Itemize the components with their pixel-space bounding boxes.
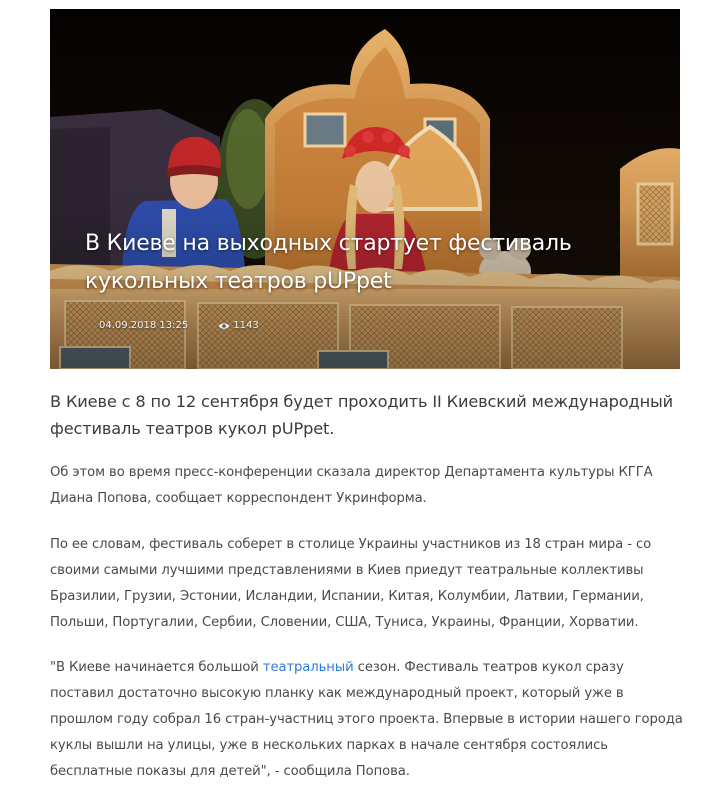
article-meta <box>99 320 259 331</box>
article-title[interactable]: В Киеве на выходных стартует фестиваль кукольных театров pUPpet <box>85 231 572 294</box>
publish-date: 04.09.2018 13:25 <box>99 320 189 331</box>
article-paragraph-3 <box>50 655 686 785</box>
article-paragraph-1: Об этом во время пресс-конференции сказала директор Департамента культуры КГГА Диана Попова, сообщает корреспондент Укринформа. <box>50 465 653 506</box>
paragraph-text: сезон. Фестиваль театров кукол сразу поставил достаточно высокую планку как международный проект, который уже в прошлом году собрал 16 стран-участниц этого проекта. Впервые в истории нашего города куклы вышли на улицы, уже в нескольких парках в начале сентября состоялись бесплатные показы для детей", - сообщила Попова. <box>50 660 683 779</box>
views-counter <box>218 320 258 331</box>
hero-image-card[interactable] <box>50 9 680 369</box>
views-count: 1143 <box>233 320 259 331</box>
eye-icon <box>218 322 230 330</box>
puppet-theatre-photo <box>50 9 680 369</box>
theatre-link[interactable]: театральный <box>262 660 354 675</box>
article-lead: В Киеве с 8 по 12 сентября будет проходить II Киевский международный фестиваль театров кукол pUPpet. <box>50 392 674 438</box>
paragraph-text: "В Киеве начинается большой <box>50 660 263 675</box>
article-paragraph-2: По ее словам, фестиваль соберет в столице Украины участников из 18 стран мира - со своими самыми лучшими представлениями в Киев приедут театральные коллективы Бразилии, Грузии, Эстонии, Исландии, Испании, Китая, Колумбии, Латвии, Германии, Польши, Португалии, Сербии, Словении, США, Туниса, Украины, Франции, Хорватии. <box>50 537 652 630</box>
